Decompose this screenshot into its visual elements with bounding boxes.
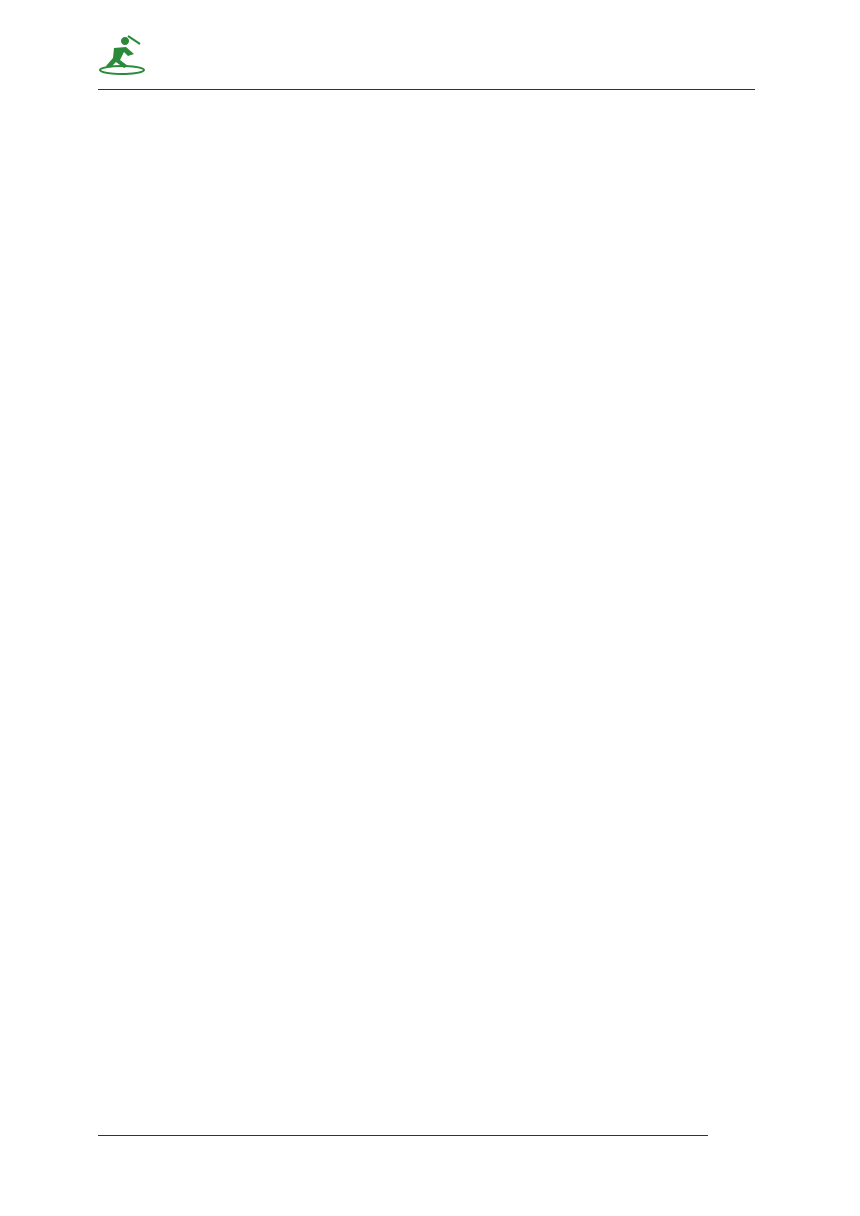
- footer-divider: [98, 1135, 708, 1136]
- header-divider: [98, 89, 755, 90]
- site-logo: [98, 34, 268, 78]
- page-header: [98, 30, 755, 92]
- runner-logo-icon: [98, 34, 148, 78]
